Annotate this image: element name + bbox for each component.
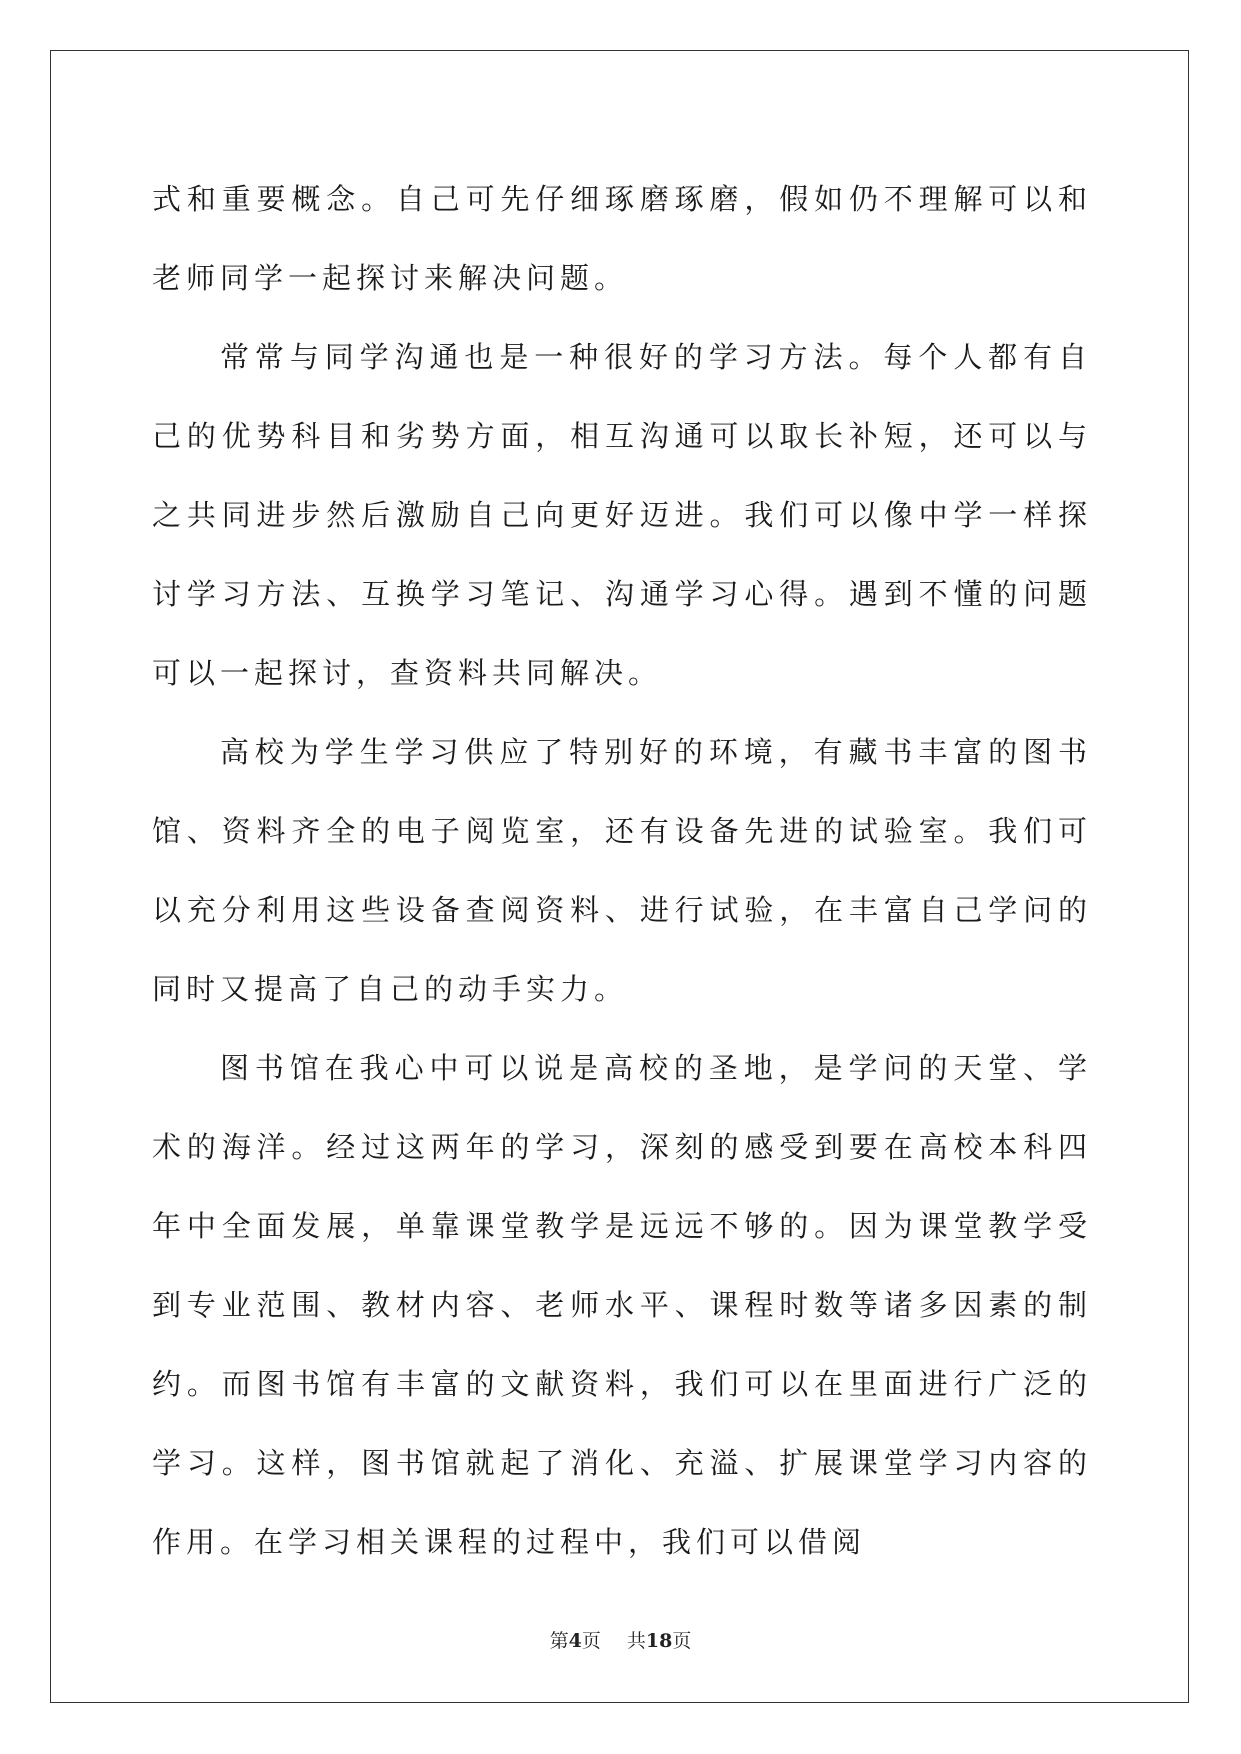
page-label-prefix: 第 bbox=[549, 1630, 569, 1652]
paragraph-2: 常常与同学沟通也是一种很好的学习方法。每个人都有自己的优势科目和劣势方面，相互沟通可以取长补短，还可以与之共同进步然后激励自己向更好迈进。我们可以像中学一样探讨学习方法、互换学习笔记、沟通学习心得。遇到不懂的问题可以一起探讨，查资料共同解决。 bbox=[152, 340, 1092, 690]
page-footer bbox=[0, 1626, 1241, 1653]
total-pages: 18 bbox=[645, 1630, 673, 1652]
total-label-suffix: 页 bbox=[672, 1630, 692, 1652]
document-body bbox=[152, 160, 1092, 1582]
paragraph-3: 高校为学生学习供应了特别好的环境，有藏书丰富的图书馆、资料齐全的电子阅览室，还有设备先进的试验室。我们可以充分利用这些设备查阅资料、进行试验，在丰富自己学问的同时又提高了自己的动手实力。 bbox=[152, 735, 1092, 1006]
paragraph-4: 图书馆在我心中可以说是高校的圣地，是学问的天堂、学术的海洋。经过这两年的学习，深刻的感受到要在高校本科四年中全面发展，单靠课堂教学是远远不够的。因为课堂教学受到专业范围、教材内容、老师水平、课程时数等诸多因素的制约。而图书馆有丰富的文献资料，我们可以在里面进行广泛的学习。这样，图书馆就起了消化、充溢、扩展课堂学习内容的作用。在学习相关课程的过程中，我们可以借阅 bbox=[152, 1051, 1092, 1559]
total-label-prefix: 共 bbox=[626, 1630, 646, 1652]
page-label-suffix: 页 bbox=[581, 1630, 601, 1652]
paragraph-1: 式和重要概念。自己可先仔细琢磨琢磨，假如仍不理解可以和老师同学一起探讨来解决问题。 bbox=[152, 182, 1092, 295]
page-number: 4 bbox=[568, 1630, 582, 1652]
